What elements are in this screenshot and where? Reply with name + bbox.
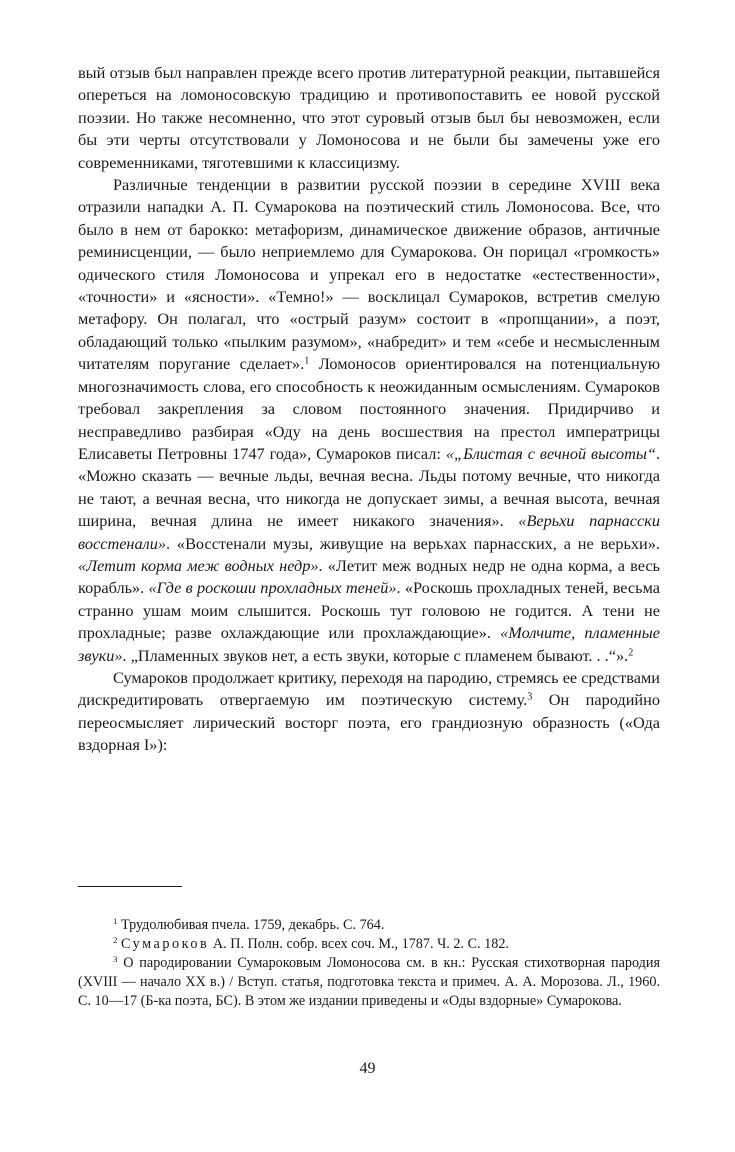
paragraph-text: . «Летит меж водных недр не одна корма, а весь корабль». [78, 555, 660, 598]
paragraph-text: Он пародийно переосмысляет лирический восторг поэта, его грандиозную образность («Ода вздорная I»): [78, 690, 660, 755]
paragraph-text: . „Пламенных звуков нет, а есть звуки, которые с пламенем бывают. . .“». [122, 645, 629, 665]
footnote-3 [78, 954, 660, 1011]
paragraph-text: . «Роскошь прохладных теней, весьма странно ушам моим слышится. Роскошь тут головою не годится. А тени не прохладные; разве охлаждающие или прохлаждающие». [78, 578, 660, 643]
paragraph-2 [78, 174, 660, 667]
quoted-verse: «Молчите, пламенные звуки» [78, 623, 660, 665]
paragraph-text: . «Восстенали музы, живущие на верьхах парнасских, а не верьхи». [166, 533, 660, 553]
paragraph-text: Различные тенденции в развитии русской поэзии в середине XVIII века отразили нападки А. П. Сумарокова на поэтический стиль Ломоносова. Все, что было в нем от барокко: метафоризм, динамическое движение образов, античные реминисценции, — было неприемлемо для Сумарокова. Он порицал «громкость» одического стиля Ломоносова и упрекал его в недостатке «естественности», «точности» и «ясности». «Темно!» — восклицал Сумароков, встретив смелую метафору. Он полагал, что «острый разум» состоит в «пропщании», а поэт, обладающий только «пылким разумом», «набредит» и тем «себе и несмысленным читателям поругание сделает». [78, 175, 660, 374]
quoted-verse: «Где в роскоши прохладных теней» [148, 578, 397, 598]
footnote-text: А. П. Полн. собр. всех соч. М., 1787. Ч. 2. С. 182. [209, 936, 509, 952]
paragraph-1 [78, 62, 660, 174]
quoted-verse: «„Блистая с вечной высоты“ [445, 443, 656, 463]
paragraph-text: . «Можно сказать — вечные льды, вечная весна. Льды потому вечные, что никогда не тают, а вечная весна, что никогда не допускает зимы, а вечная высота, вечная ширина, вечная длина не имеет никакого значения». [78, 443, 661, 531]
paragraph-text: Ломоносов ориентировался на потенциальную многозначимость слова, его способность к неожиданным осмыслениям. Сумароков требовал закрепления за словом постоянного значения. Придирчиво и несправедливо разбирая «Оду на день восшествия на престол императрицы Елисаветы Петровны 1747 года», Сумароков писал: [78, 354, 660, 463]
paragraph-3 [78, 667, 660, 757]
footnote-2 [78, 935, 660, 954]
footnote-ref: 3 [527, 691, 533, 703]
footnote-text: О пародировании Сумароковым Ломоносова см. в кн.: Русская стихотворная пародия (XVIII — начало XX в.) / Вступ. статья, подготовка текста и примеч. А. А. Морозова. Л., 1960. С. 10—17 (Б-ка поэта, БС). В этом же издании приведены и «Оды вздорные» Сумарокова. [78, 955, 660, 1009]
footnote-divider [78, 886, 182, 887]
footnote-text: Трудолюбивая пчела. 1759, декабрь. С. 764. [117, 917, 385, 933]
footnote-ref: 2 [628, 647, 634, 659]
footnotes [78, 916, 660, 1011]
footnote-ref: 1 [304, 355, 310, 367]
footnote-ref: 1 [113, 916, 118, 927]
footnote-ref: 3 [113, 954, 118, 965]
quoted-verse: «Летит корма меж водных недр» [78, 555, 319, 575]
page-number: 49 [359, 1060, 376, 1077]
author-name: Сумароков [120, 936, 210, 952]
body-text [78, 62, 660, 757]
footnote-ref: 2 [113, 935, 118, 946]
page-content [78, 62, 660, 757]
footnote-1 [78, 916, 660, 935]
quoted-verse: «Верьхи парнасски восстенали» [78, 511, 660, 553]
paragraph-text: Сумароков продолжает критику, переходя на пародию, стремясь ее средствами дискредитировать отвергаемую им поэтическую систему. [78, 667, 660, 710]
paragraph-text: вый отзыв был направлен прежде всего против литературной реакции, пытавшейся опереться на ломоносовскую традицию и противопоставить ее новой русской поэзии. Но также несомненно, что этот суровый отзыв был бы невозможен, если бы эти черты отсутствовали у Ломоносова и не были бы замечены уже его современниками, тяготевшими к классицизму. [78, 63, 660, 172]
